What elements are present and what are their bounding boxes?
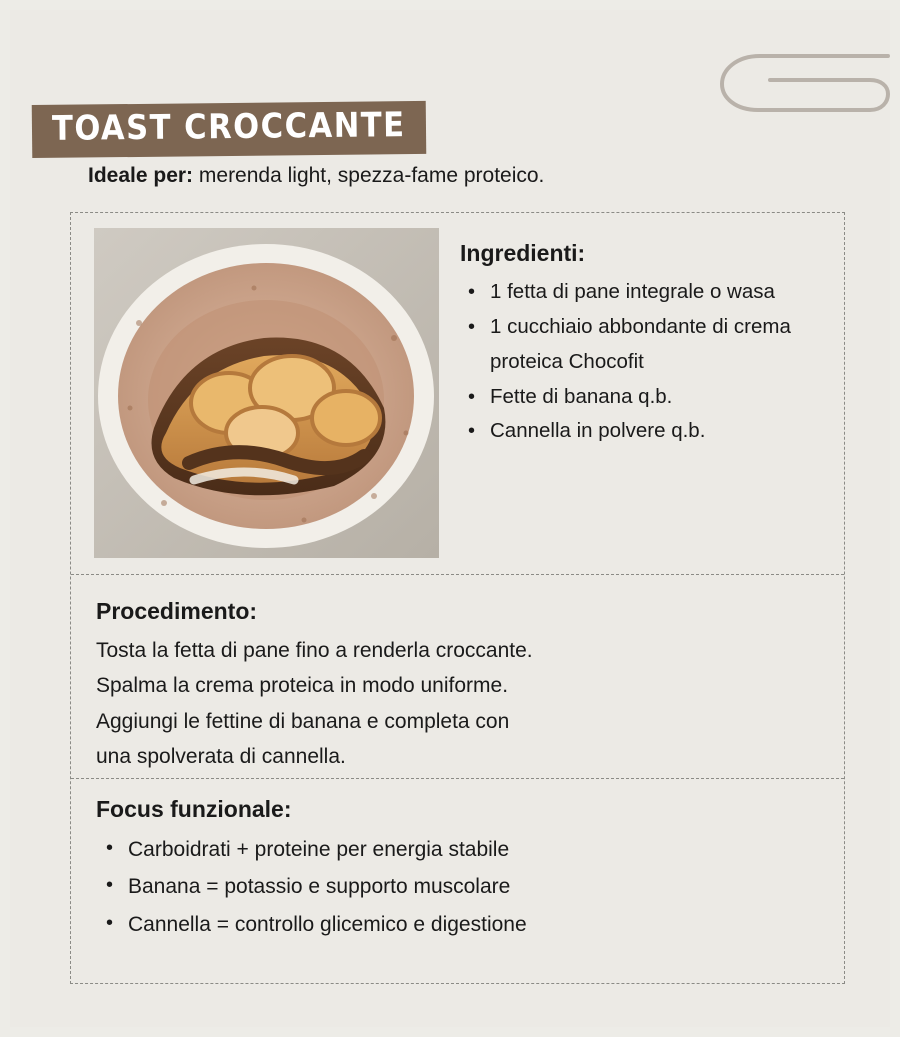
- focus-list: [96, 831, 796, 943]
- list-item: • Cannella = controllo glicemico e digestione: [96, 906, 796, 943]
- procedure-line: una spolverata di cannella.: [96, 744, 346, 768]
- focus-section: [96, 796, 796, 943]
- recipe-title-tag: [32, 101, 426, 159]
- divider-ingredients-procedure: [71, 574, 844, 575]
- page-title: TOAST CROCCANTE: [51, 105, 406, 149]
- recipe-card: [10, 10, 890, 1027]
- recipe-photo: [94, 228, 439, 558]
- ingredients-list: [460, 275, 830, 449]
- procedure-line: Spalma la crema proteica in modo uniforme.: [96, 674, 509, 698]
- procedure-line: Aggiungi le fettine di banana e completa con: [96, 709, 510, 733]
- procedure-heading: Procedimento:: [96, 598, 258, 624]
- paperclip-icon: [700, 50, 890, 120]
- ideale-per-line: [88, 162, 544, 189]
- ideale-per-text: merenda light, spezza-fame proteico.: [198, 164, 545, 187]
- focus-heading: Focus funzionale:: [96, 796, 292, 822]
- ingredients-section: [460, 240, 830, 449]
- ingredients-heading: Ingredienti:: [460, 240, 586, 266]
- procedure-lines: [96, 633, 796, 774]
- list-item: • 1 fetta di pane integrale o wasa: [460, 275, 830, 310]
- list-item: • Fette di banana q.b.: [460, 380, 830, 415]
- list-item: • Cannella in polvere q.b.: [460, 414, 830, 449]
- divider-procedure-focus: [71, 778, 844, 779]
- list-item: • Carboidrati + proteine per energia stabile: [96, 831, 796, 868]
- ideale-per-label: Ideale per:: [88, 164, 194, 187]
- procedure-line: Tosta la fetta di pane fino a renderla croccante.: [96, 639, 533, 662]
- list-item: • Banana = potassio e supporto muscolare: [96, 868, 796, 905]
- procedure-section: [96, 598, 796, 774]
- list-item: • 1 cucchiaio abbondante di crema proteica Chocofit: [460, 310, 830, 380]
